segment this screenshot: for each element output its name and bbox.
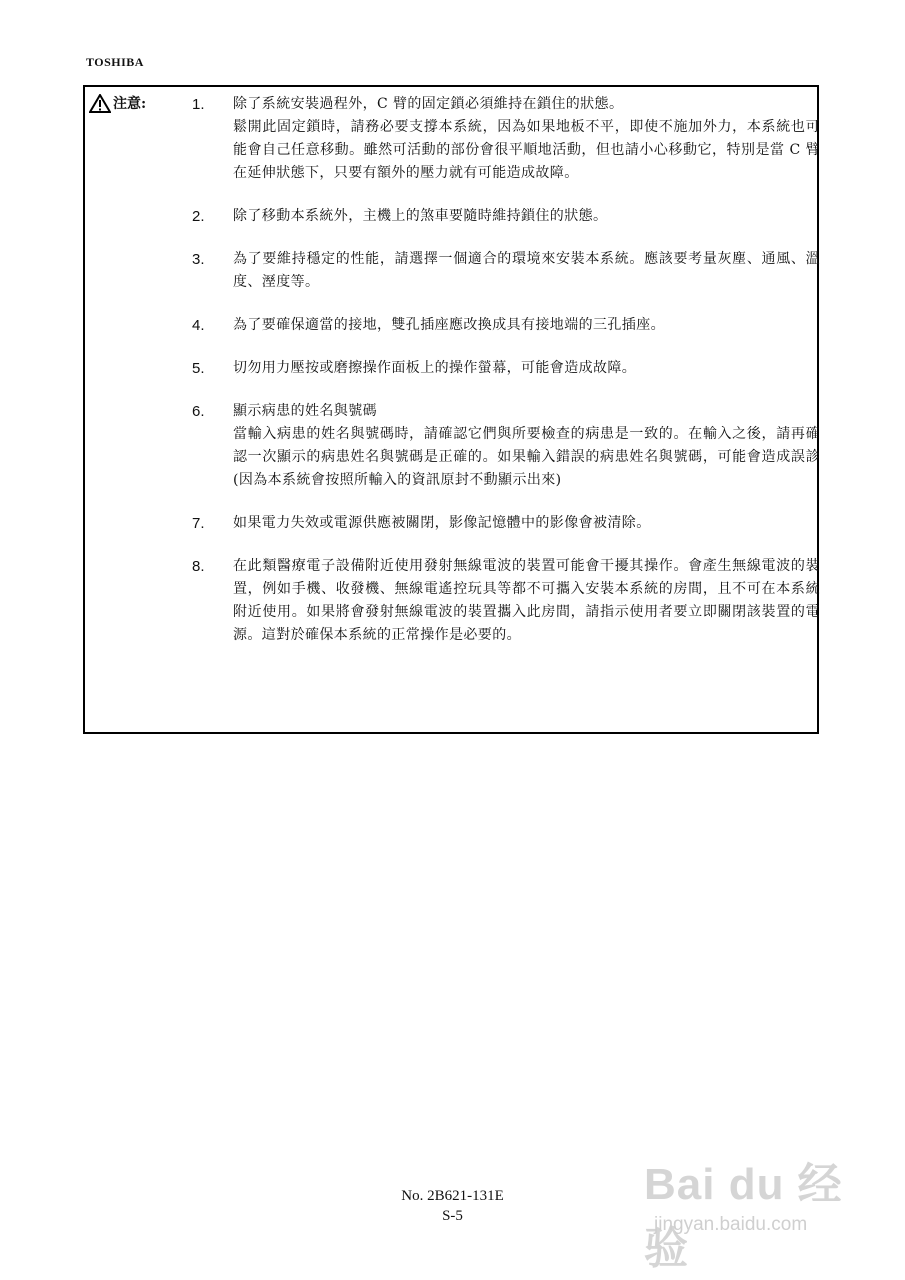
- item-text: 顯示病患的姓名與號碼 當輸入病患的姓名與號碼時，請確認它們與所要檢查的病患是一致的。在輸入之後，請再確認一次顯示的病患姓名與號碼是正確的。如果輸入錯誤的病患姓名與號碼，可能會造成誤診(因為本系統會按照所輸入的資訊原封不動顯示出來): [233, 403, 820, 488]
- item-number: 3.: [192, 251, 205, 268]
- item-text: 除了移動本系統外，主機上的煞車要隨時維持鎖住的狀態。: [233, 208, 608, 224]
- caution-item-1: [192, 93, 820, 185]
- item-text: 為了要維持穩定的性能，請選擇一個適合的環境來安裝本系統。應該要考量灰塵、通風、溫度、溼度等。: [233, 251, 820, 290]
- warning-triangle-icon: [89, 94, 111, 113]
- item-number: 2.: [192, 208, 205, 225]
- document-number: No. 2B621-131E: [401, 1188, 504, 1204]
- item-text: 如果電力失效或電源供應被關閉，影像記憶體中的影像會被清除。: [233, 515, 651, 531]
- watermark-url: jingyan.baidu.com: [654, 1214, 808, 1235]
- brand-logo-text: TOSHIBA: [86, 55, 144, 69]
- caution-item-5: [192, 357, 820, 380]
- item-number: 6.: [192, 403, 205, 420]
- item-number: 5.: [192, 360, 205, 377]
- caution-label-text: 注意:: [113, 96, 147, 112]
- item-text: 切勿用力壓按或磨擦操作面板上的操作螢幕，可能會造成故障。: [233, 360, 637, 376]
- caution-item-6: [192, 400, 820, 492]
- item-text: 除了系統安裝過程外，C 臂的固定鎖必須維持在鎖住的狀態。 鬆開此固定鎖時，請務必要支撐本系統，因為如果地板不平，即使不施加外力，本系統也可能會自己任意移動。雖然可活動的部份會很平順地活動，但也請小心移動它，特別是當 C 臂在延伸狀態下，只要有額外的壓力就有可能造成故障。: [233, 96, 820, 181]
- item-text: 在此類醫療電子設備附近使用發射無線電波的裝置可能會干擾其操作。會產生無線電波的裝置，例如手機、收發機、無線電遙控玩具等都不可攜入安裝本系統的房間，且不可在本系統附近使用。如果將會發射無線電波的裝置攜入此房間，請指示使用者要立即關閉該裝置的電源。這對於確保本系統的正常操作是必要的。: [233, 558, 820, 643]
- caution-label: [89, 93, 146, 113]
- caution-item-3: [192, 248, 820, 294]
- watermark-logo-text: Bai du 经验: [644, 1160, 843, 1273]
- item-number: 1.: [192, 96, 205, 113]
- page-number: S-5: [442, 1208, 463, 1224]
- watermark: [644, 1148, 849, 1273]
- item-number: 4.: [192, 317, 205, 334]
- caution-items: [192, 93, 820, 667]
- item-text: 為了要確保適當的接地，雙孔插座應改換成具有接地端的三孔插座。: [233, 317, 665, 333]
- caution-box: [83, 85, 819, 734]
- item-number: 8.: [192, 558, 205, 575]
- item-number: 7.: [192, 515, 205, 532]
- caution-item-2: [192, 205, 820, 228]
- caution-item-4: [192, 314, 820, 337]
- caution-item-8: [192, 555, 820, 647]
- caution-item-7: [192, 512, 820, 535]
